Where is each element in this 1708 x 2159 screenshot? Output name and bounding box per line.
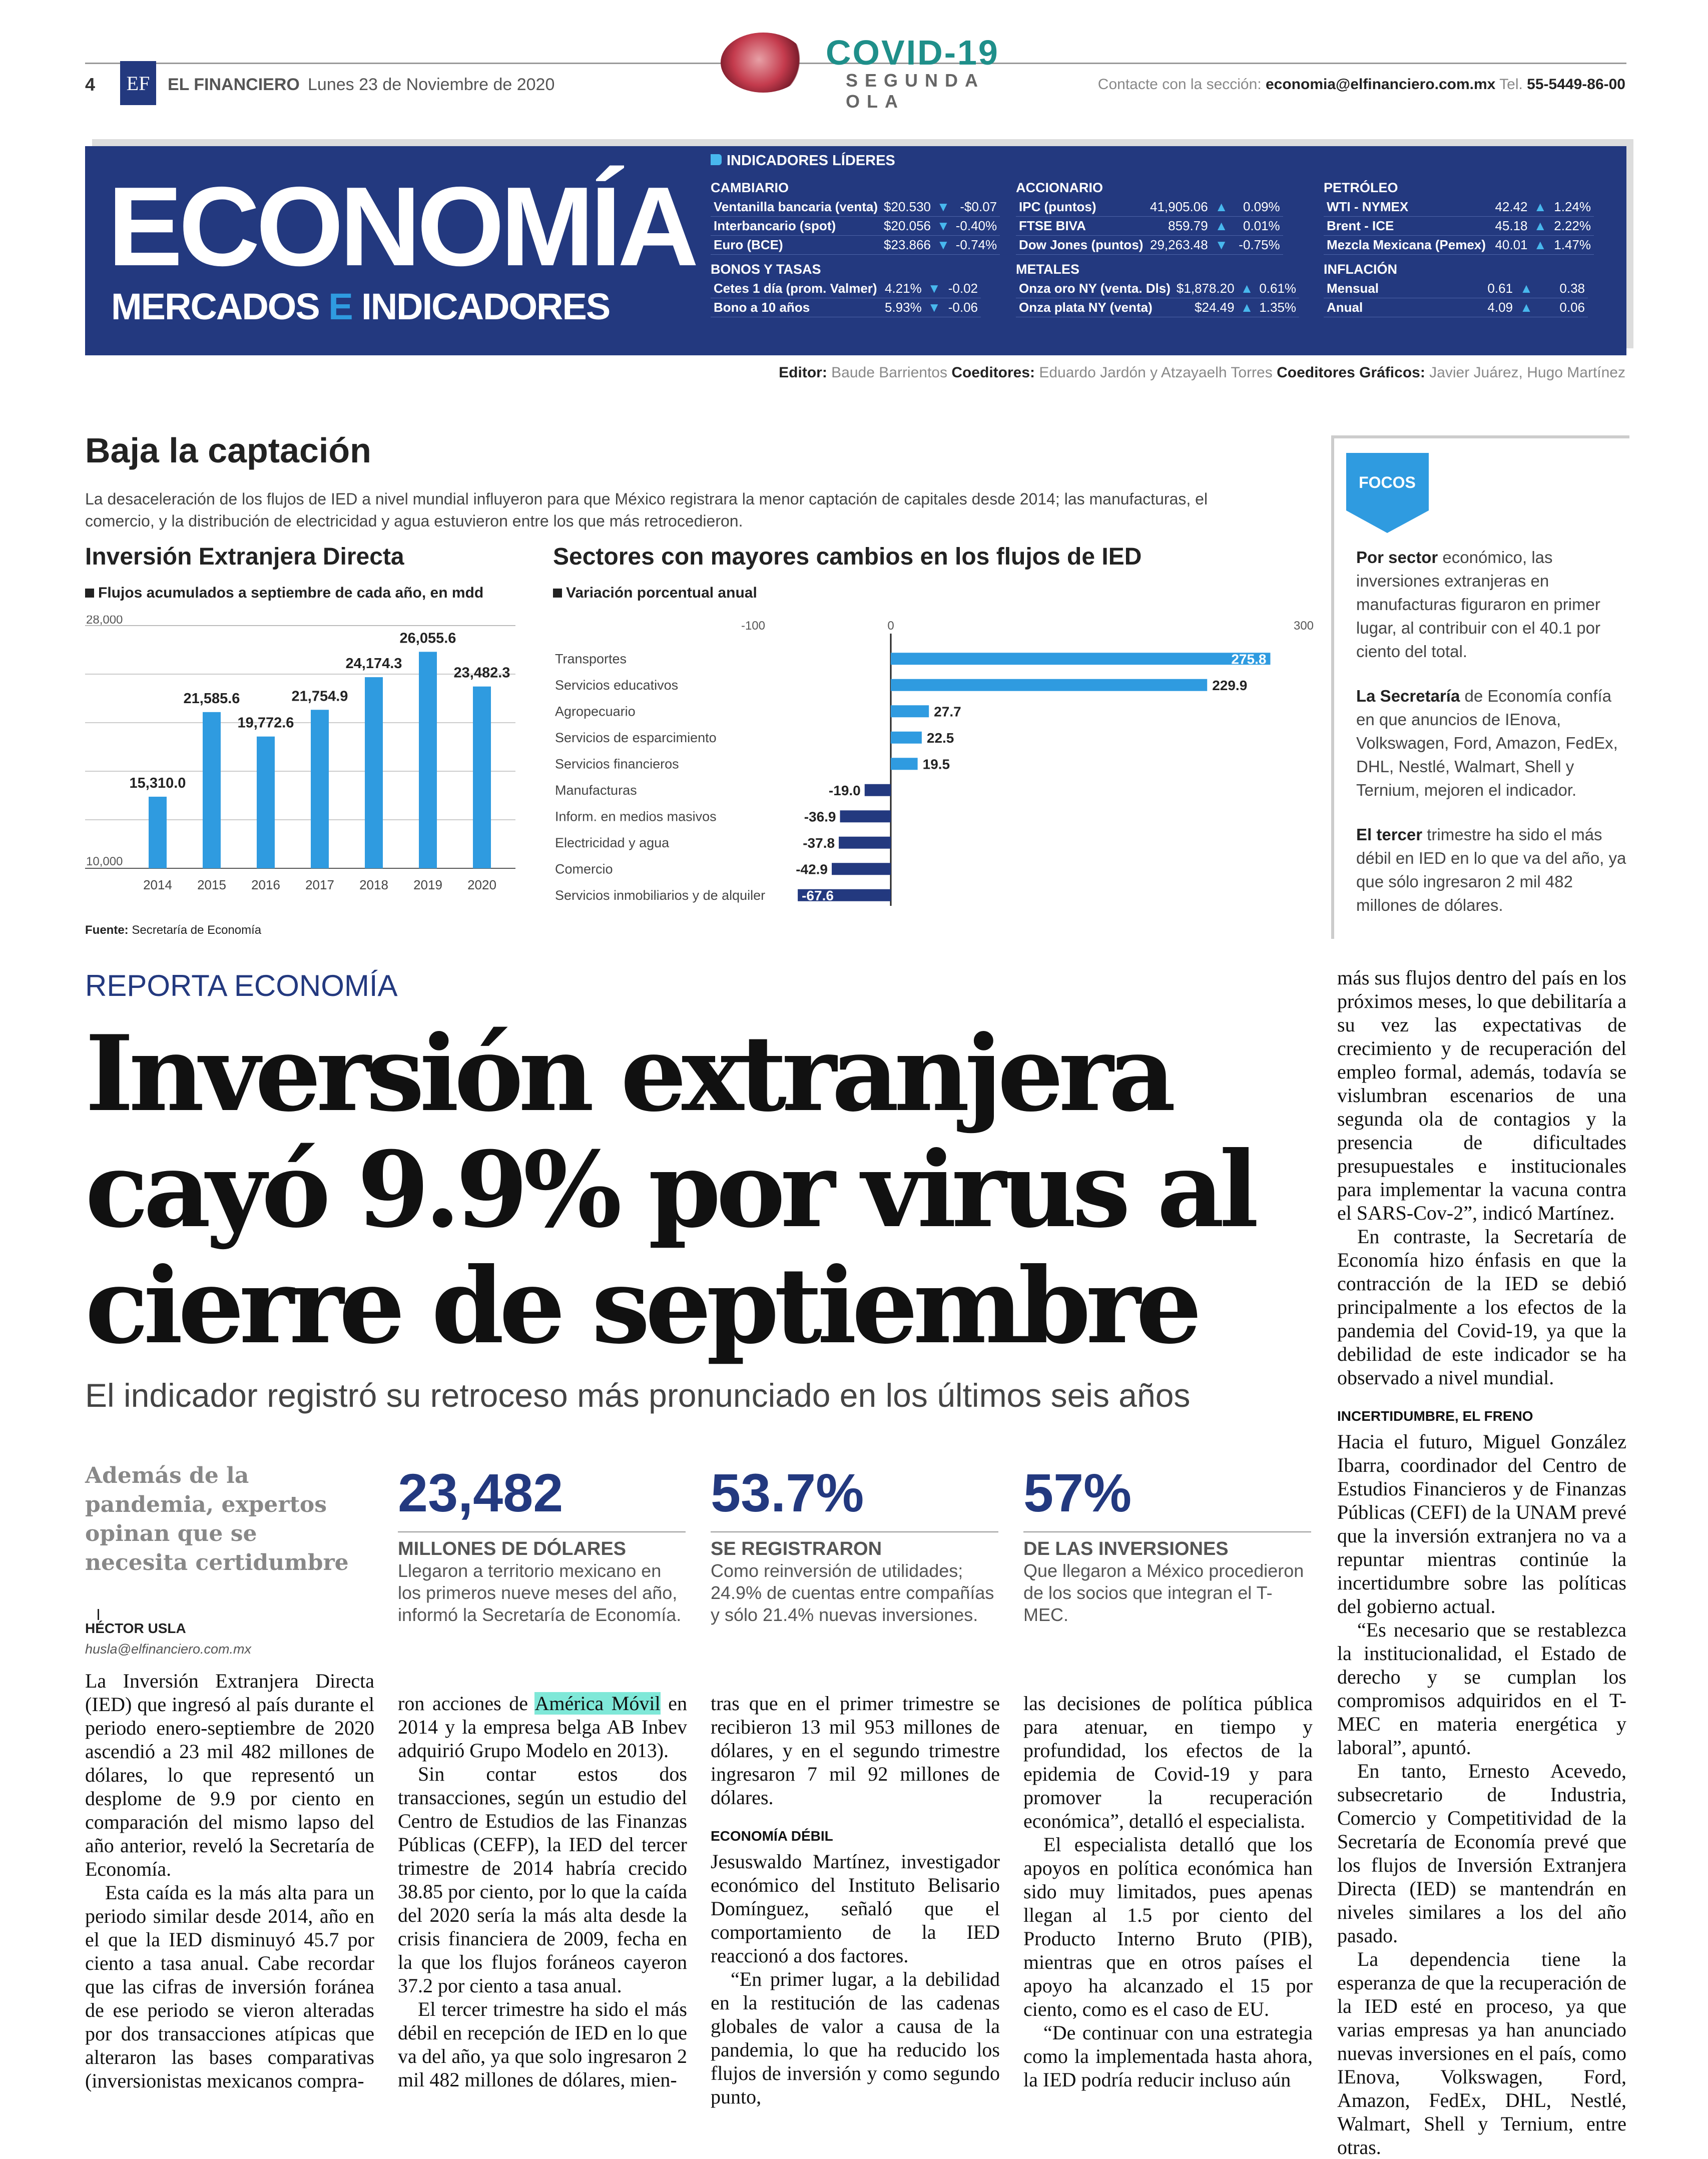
article-column-1 [85,1669,374,2092]
stat-block [1023,1461,1311,1626]
category-label: Servicios financieros [555,756,679,772]
focos-item-text: económico, las inversiones extranjeras en manufacturas figuraron en primer lugar, al contribuir con el 40.1 por ciento del total. [1356,548,1600,661]
focos-tag-shape [1346,453,1429,533]
x-tick-label: -100 [741,619,766,633]
indicator-row [1016,279,1299,298]
indicator-change: -0.02 [944,279,981,298]
indicators-cambiario [711,180,997,317]
section-sub-e: E [328,286,352,327]
arrow-up-icon: ▲ [1211,198,1232,217]
x-tick-label: 0 [887,619,894,633]
inflacion-heading: INFLACIÓN [1324,262,1397,277]
category-label: Agropecuario [555,704,636,719]
indicator-value: $23.866 [881,236,934,255]
arrow-down-icon: ▼ [925,279,944,298]
focos-item [1356,546,1626,663]
paragraph [398,1692,687,1762]
indicator-name: Mensual [1324,279,1455,298]
indicators-petroleo [1324,180,1594,317]
accionario-table [1016,198,1283,255]
indicator-row [711,198,1000,217]
bar [839,837,891,849]
author-email[interactable]: husla@elfinanciero.com.mx [85,1642,252,1657]
stat-number: 57% [1023,1461,1311,1532]
bullet-icon [85,589,94,598]
stat-label: MILLONES DE DÓLARES [398,1538,627,1559]
arrow-down-icon: ▼ [934,217,953,236]
indicator-name: Brent - ICE [1324,217,1489,236]
highlighted-company[interactable]: América Móvil [534,1692,661,1715]
indicator-row [711,279,981,298]
arrow-down-icon: ▼ [1211,236,1232,255]
stat-label: SE REGISTRARON [711,1538,882,1559]
text-run: en 2014 y la empresa belga AB Inbev adquirió Grupo Modelo en 2013). [398,1692,687,1762]
arrow-up-icon: ▲ [1531,217,1550,236]
inflacion-table [1324,279,1588,317]
indicator-change: -0.74% [953,236,1000,255]
indicator-row [1016,298,1299,317]
data-label: -42.9 [796,861,828,877]
bar [840,810,891,822]
indicator-change: 1.24% [1550,198,1594,217]
sectors-chart-subtitle-text: Variación porcentual anual [566,585,757,601]
cambiario-heading: CAMBIARIO [711,180,789,195]
paragraph: La dependencia tiene la esperanza de que la recuperación de la IED esté en proceso, ya que varias empresas ya han anunciado nuevas inversiones en el país, como IEnova, Volkswagen, Ford, Amazon, FedEx, DHL, Nestlé, Walmart, Shell y Ternium, entre otras. [1337,1948,1626,2158]
ied-bar-chart [85,616,525,906]
source-text: Secretaría de Economía [128,923,262,937]
bar [149,797,167,868]
metales-heading: METALES [1016,262,1079,277]
petroleo-heading: PETRÓLEO [1324,180,1398,195]
category-label: Manufacturas [555,782,637,798]
indicator-row [711,298,981,317]
contact-line [1098,76,1625,93]
indicator-name: Onza oro NY (venta. Dls) [1016,279,1174,298]
contact-tel: 55-5449-86-00 [1527,76,1625,93]
stat-block [398,1461,686,1626]
stat-text: Llegaron a territorio mexicano en los primeros nueve meses del año, informó la Secretaría de Economía. [398,1560,682,1625]
indicator-change: 2.22% [1550,217,1594,236]
bar [203,712,221,868]
x-tick-label: 300 [1293,619,1314,633]
data-label: 275.8 [1231,651,1267,667]
indicator-row [711,236,1000,255]
indicator-change: 1.35% [1256,298,1299,317]
indicators-title-text: INDICADORES LÍDERES [727,153,895,169]
indicator-name: Mezcla Mexicana (Pemex) [1324,236,1489,255]
section-heading: INCERTIDUMBRE, EL FRENO [1337,1408,1533,1424]
focos-item-text: de Economía confía en que anuncios de IEnova, Volkswagen, Ford, Amazon, FedEx, DHL, Nestlé, Walmart, Shell y Ternium, mejoren el indicador. [1356,687,1618,799]
paragraph: más sus flujos dentro del país en los próximos meses, lo que debilitaría a su vez las expectativas de crecimiento y de recuperación del empleo formal, además, todavía se vislumbran escenarios de una segunda ola de contagios y la presencia de dificultades presupuestales e institucionales para implementar la vacuna contra el SARS-Cov-2”, indicó Martínez. [1337,966,1626,1224]
paragraph: “En primer lugar, a la debilidad en la restitución de las cadenas globales de valor a causa de la pandemia, lo que ha reducido los flujos de inversión y como segundo punto, [711,1968,1000,2108]
editor-label: Editor: [779,364,832,381]
bar [419,652,437,868]
bar [832,863,891,875]
indicator-row [1324,217,1594,236]
focos-item [1356,684,1626,802]
focos-list [1356,546,1626,938]
x-tick-label: 2019 [413,877,442,892]
contact-email[interactable]: economia@elfinanciero.com.mx [1265,76,1496,93]
indicator-name: Interbancario (spot) [711,217,881,236]
data-label: 22.5 [926,730,954,746]
graficos-names: Javier Juárez, Hugo Martínez [1429,364,1625,381]
text-run: ron acciones de [398,1692,535,1715]
indicator-name: Anual [1324,298,1455,317]
article-subhead: El indicador registró su retroceso más pronunciado en los últimos seis años [85,1377,1191,1414]
bar [257,737,275,868]
data-label: -67.6 [802,887,834,903]
contact-tel-label: Tel. [1495,76,1527,93]
indicator-name: IPC (puntos) [1016,198,1147,217]
category-label: Servicios educativos [555,677,679,693]
indicator-change: -0.75% [1232,236,1283,255]
article-column-4 [1023,1692,1313,2091]
data-label: 26,055.6 [399,630,456,647]
bar [891,758,918,770]
data-label: 21,754.9 [291,688,348,705]
indicator-value: $1,878.20 [1174,279,1238,298]
x-tick-label: 2018 [359,877,388,892]
category-label: Comercio [555,861,613,877]
article-side-note: Además de la pandemia, expertos opinan que se necesita certidumbre [85,1463,349,1575]
indicator-change: -0.40% [953,217,1000,236]
indicator-change: 1.47% [1550,236,1594,255]
category-label: Servicios de esparcimiento [555,730,717,745]
x-tick-label: 2017 [305,877,334,892]
x-tick-label: 2015 [197,877,226,892]
data-label: 15,310.0 [129,775,186,791]
paragraph: Jesuswaldo Martínez, investigador económico del Instituto Belisario Domínguez, señaló que el comportamiento de la IED reaccionó a dos factores. [711,1850,1000,1967]
indicator-change: 0.09% [1232,198,1283,217]
stat-text: Que llegaron a México procedieron de los socios que integran el T-MEC. [1023,1560,1304,1625]
paragraph: Hacia el futuro, Miguel González Ibarra, coordinador del Centro de Estudios Financieros y de Finanzas Públicas (CEFI) de la UNAM prevé que la inversión extranjera no va a repuntar mientras continúe la incertidumbre sobre las políticas del gobierno actual. [1337,1430,1626,1617]
data-label: -36.9 [804,809,836,825]
contact-label: Contacte con la sección: [1097,76,1266,93]
indicator-value: 29,263.48 [1147,236,1211,255]
indicator-name: Cetes 1 día (prom. Valmer) [711,279,880,298]
indicators-title [711,153,895,169]
x-tick-label: 2016 [251,877,280,892]
y-tick-label: 28,000 [86,616,123,627]
indicator-value: 45.18 [1489,217,1531,236]
indicator-value: $24.49 [1174,298,1238,317]
stat-text: Como reinversión de utilidades; 24.9% de cuentas entre compañías y sólo 21.4% nuevas inversiones. [711,1560,994,1625]
paragraph: Esta caída es la más alta para un periodo similar desde 2014, año en el que la IED disminuyó 45.7 por ciento a tasa anual. Cabe recordar que las cifras de inversión foránea de ese periodo se vieron alteradas por dos transacciones atípicas que alteraron las bases comparativas (inversionistas mexicanos compra- [85,1881,374,2092]
indicator-value: 40.01 [1489,236,1531,255]
arrow-down-icon: ▼ [934,198,953,217]
indicator-name: WTI - NYMEX [1324,198,1489,217]
indicator-row [1324,279,1588,298]
ef-logo[interactable]: EF [120,61,156,105]
paragraph: las decisiones de política pública para atenuar, en tiempo y profundidad, los efectos de la epidemia de Covid-19 y para promover la recuperación económica”, detalló el especialista. [1023,1692,1313,1832]
indicator-row [1016,217,1283,236]
indicator-value: 4.21% [880,279,925,298]
focos-item-lead: El tercer [1356,825,1423,844]
data-label: -37.8 [803,835,835,851]
data-label: 23,482.3 [453,665,510,681]
paragraph: El especialista detalló que los apoyos en política económica han sido muy limitados, pues apenas llegan al 1.5 por ciento del Producto Interno Bruto (PIB), mientras que en otros países el apoyo ha alcanzado el 15 por ciento, como es el caso de EU. [1023,1833,1313,2020]
bonos-table [711,279,981,317]
paragraph: Sin contar estos dos transacciones, según un estudio del Centro de Estudios de las Finanzas Públicas (CEFP), la IED del tercer trimestre de 2014 habría crecido 38.85 por ciento, por lo que la caída del 2020 sería la más alta desde la crisis financiera de 2009, fecha en la que los flujos foráneos cayeron 37.2 por ciento a tasa anual. [398,1763,687,1997]
indicator-name: Dow Jones (puntos) [1016,236,1147,255]
paragraph: El tercer trimestre ha sido el más débil en recepción de IED en lo que va del año, ya que solo ingresaron 2 mil 482 millones de dólares, mien- [398,1998,687,2091]
arrow-down-icon: ▼ [925,298,944,317]
credits-line [779,364,1625,381]
indicator-value: 41,905.06 [1147,198,1211,217]
arrow-up-icon: ▲ [1516,298,1537,317]
indicator-name: FTSE BIVA [1016,217,1147,236]
sectors-bar-chart [553,616,1324,906]
sectors-chart-subtitle [553,585,757,602]
paragraph: tras que en el primer trimestre se recibieron 13 mil 953 millones de dólares, y en el segundo trimestre ingresaron 7 mil 92 millones de dólares. [711,1692,1000,1809]
indicator-change: -0.06 [944,298,981,317]
stat-number: 53.7% [711,1461,998,1532]
coeditores-label: Coeditores: [947,364,1039,381]
indicator-row [711,217,1000,236]
indicator-change: 0.61% [1256,279,1299,298]
infographic-source [85,923,261,937]
indicator-row [1324,298,1588,317]
data-label: 21,585.6 [183,690,240,707]
indicator-name: Onza plata NY (venta) [1016,298,1174,317]
bar [891,653,1270,665]
covid-subtitle: SEGUNDA OLA [846,70,984,112]
article-kicker: REPORTA ECONOMÍA [85,969,398,1002]
section-heading: ECONOMÍA DÉBIL [711,1828,833,1844]
section-subtitle [111,285,610,328]
infographic-title: Baja la captación [85,431,371,470]
bar [311,710,329,868]
data-label: 27.7 [934,704,961,720]
indicator-row [1016,198,1283,217]
arrow-up-icon: ▲ [1238,279,1257,298]
data-label: 19,772.6 [237,715,294,731]
category-label: Electricidad y agua [555,835,670,850]
indicator-marker-icon [711,154,722,165]
graficos-label: Coeditores Gráficos: [1272,364,1430,381]
cambiario-table [711,198,1000,255]
focos-tag-label: FOCOS [1359,473,1416,491]
section-sub-b: INDICADORES [352,286,610,327]
indicator-name: Ventanilla bancaria (venta) [711,198,881,217]
ied-chart-title: Inversión Extranjera Directa [85,544,404,570]
category-label: Transportes [555,651,627,667]
indicator-value: 0.61 [1455,279,1516,298]
bullet-icon [553,589,562,598]
editor-name: Baude Barrientos [831,364,947,381]
paragraph: En tanto, Ernesto Acevedo, subsecretario de Industria, Comercio y Competitividad de la Secretaría de Economía prevé que los flujos de Inversión Extranjera Directa (IED) se mantendrán en niveles similares a los del año pasado. [1337,1760,1626,1947]
category-label: Servicios inmobiliarios y de alquiler [555,887,766,903]
x-tick-label: 2014 [143,877,172,892]
bar [891,732,922,744]
indicator-name: Bono a 10 años [711,298,880,317]
article-headline: Inversión extranjera cayó 9.9% por virus al cierre de septiembre [85,1013,1254,1367]
y-tick-label: 10,000 [86,855,123,868]
category-label: Inform. en medios masivos [555,809,717,824]
sectors-chart-title: Sectores con mayores cambios en los flujos de IED [553,544,1142,570]
petroleo-table [1324,198,1594,255]
data-label: 24,174.3 [345,656,402,672]
section-sub-a: MERCADOS [111,286,329,327]
bar [365,677,383,868]
coeditores-names: Eduardo Jardón y Atzayaelh Torres [1039,364,1273,381]
covid-title: COVID-19 [826,33,999,72]
arrow-up-icon: ▲ [1531,236,1550,255]
bar [891,705,929,717]
indicator-change: 0.38 [1537,279,1588,298]
stat-label: DE LAS INVERSIONES [1023,1538,1229,1559]
indicator-value: 859.79 [1147,217,1211,236]
article-column-2 [398,1692,687,2091]
focos-item [1356,823,1626,917]
indicator-row [1324,236,1594,255]
stat-block [711,1461,998,1626]
indicator-change: 0.06 [1537,298,1588,317]
accionario-heading: ACCIONARIO [1016,180,1103,195]
arrow-up-icon: ▲ [1211,217,1232,236]
author-name: HÉCTOR USLA [85,1621,186,1636]
article-column-5 [1337,966,1626,2159]
paragraph: “Es necesario que se restablezca la institucionalidad, el Estado de derecho y se cumplan los compromisos adquiridos en el T-MEC en materia energética y laboral”, apuntó. [1337,1618,1626,1759]
byline-tick [98,1609,99,1620]
ied-chart-subtitle-text: Flujos acumulados a septiembre de cada año, en mdd [98,585,484,601]
x-tick-label: 2020 [467,877,496,892]
focos-item-lead: La Secretaría [1356,687,1460,705]
indicator-row [1016,236,1283,255]
arrow-down-icon: ▼ [934,236,953,255]
focos-item-lead: Por sector [1356,548,1438,567]
page-number: 4 [85,74,96,95]
arrow-up-icon: ▲ [1238,298,1257,317]
indicator-value: 5.93% [880,298,925,317]
indicator-value: $20.056 [881,217,934,236]
issue-date: Lunes 23 de Noviembre de 2020 [308,75,555,94]
source-label: Fuente: [85,923,129,937]
paragraph: La Inversión Extranjera Directa (IED) que ingresó al país durante el periodo enero-septiembre de 2020 ascendió a 23 mil 482 millones de dólares, lo que representó un desplome de 9.9 por ciento en comparación del mismo lapso del año anterior, reveló la Secretaría de Economía. [85,1670,374,1880]
covid-banner [721,28,1001,112]
bar [865,784,891,796]
bar [891,679,1207,691]
indicators-accionario [1016,180,1297,317]
section-title: ECONOMÍA [108,163,695,289]
indicator-value: 4.09 [1455,298,1516,317]
indicator-name: Euro (BCE) [711,236,881,255]
indicator-value: $20.530 [881,198,934,217]
infographic-description: La desaceleración de los flujos de IED a nivel mundial influyeron para que México registrara la menor captación de capitales desde 2014; las manufacturas, el comercio, y la distribución de electricidad y agua estuvieron entre los que más retrocedieron. [85,490,1208,530]
ied-chart-subtitle [85,585,483,602]
indicator-value: 42.42 [1489,198,1531,217]
data-label: 19.5 [922,756,950,772]
data-label: 229.9 [1212,677,1248,693]
indicator-change: 0.01% [1232,217,1283,236]
virus-icon [721,33,806,93]
indicator-change: -$0.07 [953,198,1000,217]
article-column-3 [711,1692,1000,2108]
arrow-up-icon: ▲ [1531,198,1550,217]
focos-item-text: trimestre ha sido el más débil en IED en lo que va del año, ya que sólo ingresaron 2 mil 482 millones de dólares. [1356,825,1626,914]
focos-tag [1346,453,1429,533]
indicator-row [1324,198,1594,217]
bar [473,687,491,868]
arrow-up-icon: ▲ [1516,279,1537,298]
paper-name[interactable]: EL FINANCIERO [168,75,300,94]
data-label: -19.0 [828,782,861,798]
paragraph: En contraste, la Secretaría de Economía hizo énfasis en que la contracción de la IED se debió principalmente a los efectos de la pandemia del Covid-19, ya que la debilidad de este indicador se ha observado a nivel mundial. [1337,1225,1626,1389]
stat-number: 23,482 [398,1461,686,1532]
metales-table [1016,279,1299,317]
bonos-heading: BONOS Y TASAS [711,262,821,277]
paragraph: “De continuar con una estrategia como la implementada hasta ahora, la IED podría reducir incluso aún [1023,2021,1313,2091]
